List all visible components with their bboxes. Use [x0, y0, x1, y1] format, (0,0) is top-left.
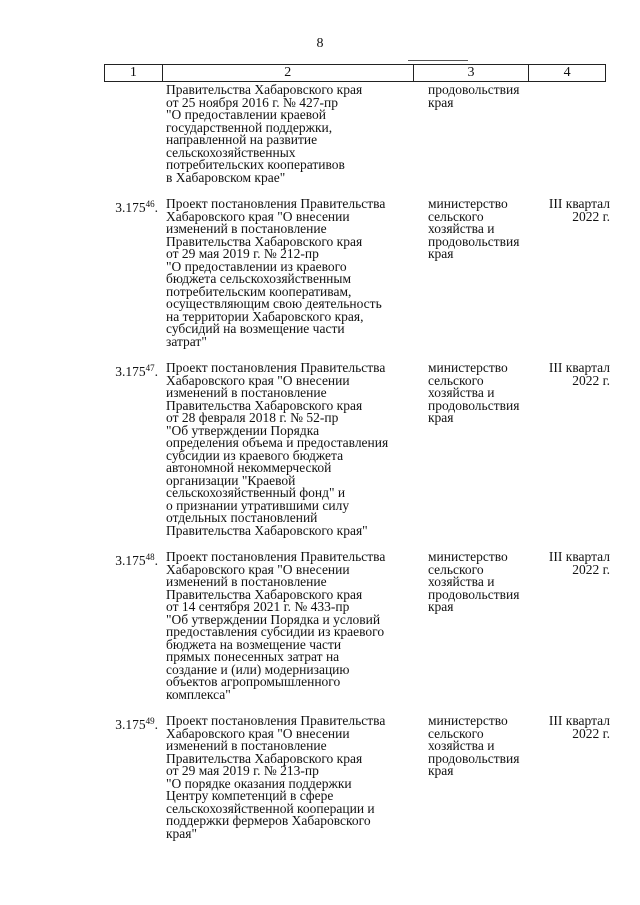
item-responsible: [420, 715, 530, 778]
item-number-superscript: 46: [145, 199, 155, 209]
item-description-line: определения объема и предоставления: [166, 435, 389, 450]
item-number-main: 3.175: [115, 717, 146, 732]
item-description-line: от 14 сентября 2021 г. № 433-пр: [166, 599, 350, 614]
item-description: [162, 551, 420, 701]
item-description-line: затрат": [166, 333, 207, 349]
item-responsible-line: министерство: [428, 713, 508, 728]
item-description-line: Хабаровского края "О внесении: [166, 372, 350, 388]
item-description-line: "О предоставлении из краевого: [166, 258, 347, 274]
item-description-line: Правительства Хабаровского края: [166, 82, 363, 97]
item-description-line: Правительства Хабаровского края: [166, 233, 363, 249]
item-number: 3.175$^{48}$.: [115, 552, 158, 568]
item-description-line: предоставления субсидии из краевого: [166, 624, 385, 639]
item-description-line: субсидии из краевого бюджета: [166, 447, 344, 463]
item-number-main: 3.175: [115, 364, 146, 379]
item-description-line: от 29 мая 2019 г. № 213-пр: [166, 763, 319, 778]
table-body: [104, 84, 614, 854]
item-description-line: "О порядке оказания поддержки: [166, 775, 352, 791]
item-number-superscript: 47: [145, 363, 155, 373]
item-responsible-line: сельского: [428, 208, 484, 224]
item-description-line: Центру компетенций в сфере: [166, 788, 334, 803]
item-responsible: [420, 551, 530, 614]
item-description-line: бюджета сельскохозяйственным: [166, 271, 352, 286]
header-col-1: 1: [105, 65, 163, 81]
item-number-superscript: 49: [145, 716, 155, 726]
item-description-line: "О предоставлении краевой: [166, 107, 326, 122]
item-number-main: 3.175: [115, 200, 146, 215]
item-description-line: Проект постановления Правительства: [166, 713, 386, 728]
item-description-line: от 25 ноября 2016 г. № 427-пр: [166, 94, 338, 110]
item-description-line: комплекса": [166, 686, 231, 702]
item-description-line: Правительства Хабаровского края: [166, 586, 363, 602]
item-responsible: [420, 198, 530, 261]
item-responsible-line: продовольствия: [428, 397, 520, 413]
header-col-4: 4: [563, 65, 571, 80]
item-deadline-line: 2022 г.: [572, 561, 610, 577]
item-responsible-line: сельского: [428, 725, 484, 741]
item-description-line: от 28 февраля 2018 г. № 52-пр: [166, 410, 339, 425]
item-deadline-line: 2022 г.: [572, 208, 610, 224]
item-deadline: [530, 198, 614, 223]
item-deadline-line: III квартал: [548, 360, 610, 375]
table-header: [104, 64, 606, 82]
item-description-line: потребительских кооперативов: [166, 157, 345, 172]
item-responsible-line: продовольствия: [428, 82, 520, 97]
table-row: [104, 362, 614, 537]
item-description-line: "Об утверждении Порядка и условий: [166, 611, 381, 627]
item-description-line: сельскохозяйственный фонд" и: [166, 485, 346, 500]
item-number: 3.175$^{47}$.: [115, 363, 158, 379]
item-responsible-line: края: [428, 410, 454, 425]
item-description-line: Проект постановления Правительства: [166, 549, 386, 564]
table-row: [104, 715, 614, 840]
item-description-line: объектов агропромышленного: [166, 674, 341, 689]
item-description-line: создание и (или) модернизацию: [166, 661, 350, 677]
item-description-line: прямых понесенных затрат на: [166, 649, 340, 664]
item-description-line: Хабаровского края "О внесении: [166, 208, 350, 224]
item-deadline: [530, 362, 614, 387]
item-description: [162, 84, 420, 184]
item-description-line: изменений в постановление: [166, 574, 327, 589]
item-description-line: о признании утратившими силу: [166, 497, 350, 513]
item-description-line: поддержки фермеров Хабаровского: [166, 813, 371, 828]
item-number: 3.175$^{46}$.: [115, 199, 158, 215]
item-description-line: субсидий на возмещение части: [166, 321, 345, 336]
item-description-line: государственной поддержки,: [166, 119, 333, 135]
item-description-line: потребительским кооперативам,: [166, 283, 352, 299]
item-responsible-line: хозяйства и: [428, 738, 495, 753]
item-deadline-line: III квартал: [548, 196, 610, 211]
item-responsible: [420, 362, 530, 425]
item-deadline-line: 2022 г.: [572, 372, 610, 388]
item-deadline: [530, 715, 614, 740]
item-description: [162, 198, 420, 348]
item-description-line: Правительства Хабаровского края: [166, 397, 363, 413]
header-col-3: 3: [414, 65, 530, 81]
item-description-line: Проект постановления Правительства: [166, 196, 386, 211]
item-number: 3.175$^{49}$.: [115, 716, 158, 732]
item-number-superscript: 48: [145, 552, 155, 562]
item-responsible-line: министерство: [428, 549, 508, 564]
item-number-main: 3.175: [115, 553, 146, 568]
item-responsible-line: края: [428, 246, 454, 261]
item-description-line: от 29 мая 2019 г. № 212-пр: [166, 246, 319, 261]
item-description-line: изменений в постановление: [166, 221, 327, 236]
item-description-line: направленной на развитие: [166, 132, 318, 147]
item-deadline-line: 2022 г.: [572, 725, 610, 741]
item-responsible-line: продовольствия: [428, 233, 520, 249]
item-description: [162, 715, 420, 840]
item-description-line: отдельных постановлений: [166, 510, 318, 525]
item-description-line: Хабаровского края "О внесении: [166, 725, 350, 741]
item-description-line: сельскохозяйственных: [166, 144, 296, 160]
item-description: [162, 362, 420, 537]
item-description-line: осуществляющим свою деятельность: [166, 296, 382, 311]
item-description-line: "Об утверждении Порядка: [166, 422, 320, 438]
item-responsible: [420, 84, 530, 109]
item-responsible-line: продовольствия: [428, 750, 520, 766]
item-description-line: изменений в постановление: [166, 738, 327, 753]
item-description-line: сельскохозяйственной кооперации и: [166, 800, 375, 816]
item-description-line: Правительства Хабаровского края": [166, 522, 368, 538]
item-responsible-line: края: [428, 599, 454, 614]
item-responsible-line: сельского: [428, 372, 484, 388]
item-description-line: Проект постановления Правительства: [166, 360, 386, 375]
item-responsible-line: министерство: [428, 196, 508, 211]
table-row: [104, 198, 614, 348]
item-description-line: края": [166, 825, 198, 841]
item-responsible-line: продовольствия: [428, 586, 520, 602]
item-responsible-line: министерство: [428, 360, 508, 375]
item-description-line: изменений в постановление: [166, 385, 327, 400]
table-row: [104, 84, 614, 184]
page-number: 8: [316, 36, 324, 51]
item-description-line: автономной некоммерческой: [166, 460, 332, 475]
item-description-line: организации "Краевой: [166, 472, 296, 488]
item-responsible-line: хозяйства и: [428, 385, 495, 400]
item-deadline-line: III квартал: [548, 713, 610, 728]
item-deadline: [530, 551, 614, 576]
item-description-line: бюджета на возмещение части: [166, 636, 342, 652]
item-description-line: Хабаровского края "О внесении: [166, 561, 350, 577]
table-row: [104, 551, 614, 701]
item-deadline-line: III квартал: [548, 549, 610, 564]
item-responsible-line: хозяйства и: [428, 574, 495, 589]
item-responsible-line: сельского: [428, 561, 484, 577]
item-description-line: в Хабаровском крае": [166, 169, 286, 185]
item-responsible-line: края: [428, 763, 454, 778]
item-responsible-line: края: [428, 94, 454, 110]
header-rule: [408, 60, 468, 61]
header-col-2: 2: [163, 65, 414, 81]
item-description-line: Правительства Хабаровского края: [166, 750, 363, 766]
item-responsible-line: хозяйства и: [428, 221, 495, 236]
item-description-line: на территории Хабаровского края,: [166, 308, 364, 324]
